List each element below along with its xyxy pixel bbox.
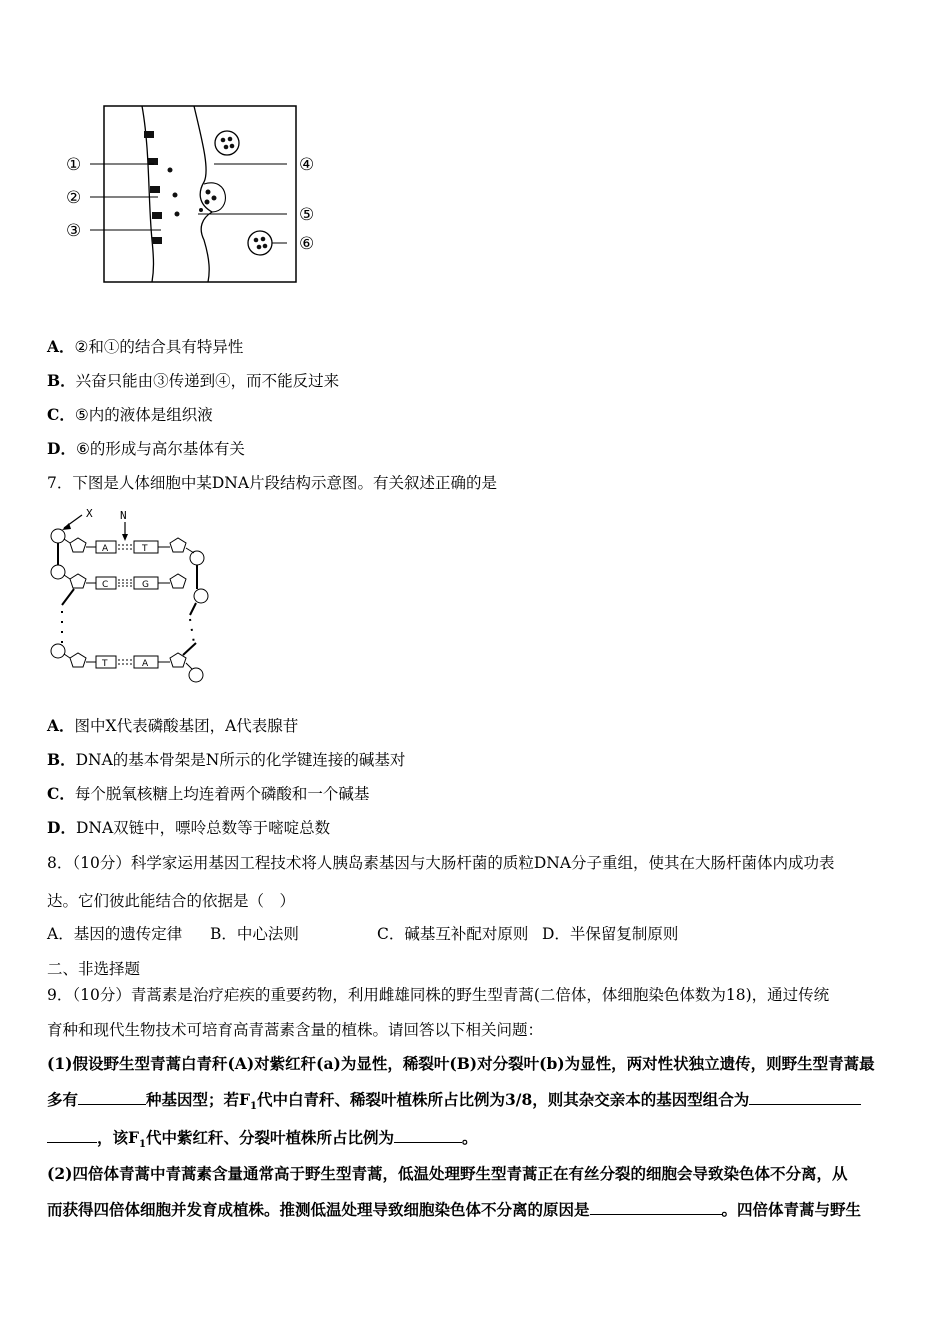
base-t-1: T	[142, 544, 148, 554]
q6-option-d: D．⑥的形成与高尔基体有关	[47, 439, 245, 458]
q7-stem: 7．下图是人体细胞中某DNA片段结构示意图。有关叙述正确的是	[47, 474, 498, 492]
q8-stem-line1: 8．（10分）科学家运用基因工程技术将人胰岛素基因与大肠杆菌的质粒DNA分子重组，使其在大肠杆菌体内成功表	[47, 854, 835, 872]
dna-label-x: X	[86, 507, 93, 520]
q6-option-c: C．⑤内的液体是组织液	[47, 405, 213, 424]
q9-line5: ，该$F_1$代中紫红秆、分裂叶植株所占比例为 。	[47, 1126, 478, 1150]
q7-option-a: A．图中X代表磷酸基团，A代表腺苷	[47, 716, 299, 735]
label-2: ②	[66, 188, 82, 208]
q8-option-a: A．基因的遗传定律	[47, 925, 183, 943]
answer-blank-4[interactable]	[590, 1214, 722, 1215]
label-4: ④	[299, 155, 315, 175]
q7-option-d: D．DNA双链中，嘌呤总数等于嘧啶总数	[47, 818, 331, 837]
answer-blank-2-cont[interactable]	[47, 1142, 97, 1143]
q8-option-b: B．中心法则	[210, 925, 299, 943]
q8-options	[47, 922, 679, 944]
label-6: ⑥	[299, 234, 315, 254]
q9-line6: (2)四倍体青蒿中青蒿素含量通常高于野生型青蒿，低温处理野生型青蒿正在有丝分裂的细胞会导致染色体不分离，从	[47, 1164, 848, 1183]
q6-option-a: A．②和①的结合具有特异性	[47, 337, 244, 356]
base-c-2: C	[102, 580, 109, 590]
q8-stem-line2: 达。它们彼此能结合的依据是（ ）	[47, 892, 296, 910]
q7-option-c: C．每个脱氧核糖上均连着两个磷酸和一个碱基	[47, 784, 370, 803]
label-1: ①	[66, 155, 82, 175]
dna-label-n: N	[120, 509, 127, 522]
answer-blank-1[interactable]	[78, 1104, 146, 1105]
base-a-1: A	[102, 544, 109, 554]
base-t-3: T	[102, 659, 108, 669]
answer-blank-2[interactable]	[749, 1104, 861, 1105]
q9-line1: 9．（10分）青蒿素是治疗疟疾的重要药物，利用雌雄同株的野生型青蒿(二倍体，体细胞染色体数为18)，通过传统	[47, 986, 830, 1004]
q8-option-c: C．碱基互补配对原则	[377, 925, 529, 943]
q7-option-b: B．DNA的基本骨架是N所示的化学键连接的碱基对	[47, 750, 406, 769]
dna-figure	[44, 503, 214, 688]
section-heading: 二、非选择题	[47, 960, 141, 978]
q6-option-b: B．兴奋只能由③传递到④，而不能反过来	[47, 371, 340, 390]
q9-line7: 而获得四倍体细胞并发育成植株。推测低温处理导致细胞染色体不分离的原因是 。四倍体青蒿与野生	[47, 1200, 862, 1219]
base-a-3: A	[142, 659, 149, 669]
label-5: ⑤	[299, 205, 315, 225]
synapse-figure	[62, 100, 332, 290]
label-3: ③	[66, 221, 82, 241]
q8-option-d: D．半保留复制原则	[542, 925, 679, 943]
q9-line3: (1)假设野生型青蒿白青秆(A)对紫红秆(a)为显性，稀裂叶(B)对分裂叶(b)为显性，两对性状独立遗传，则野生型青蒿最	[47, 1054, 875, 1073]
q9-line4: 多有 种基因型；若$F_1$代中白青秆、稀裂叶植株所占比例为3/8，则其杂交亲本的基因型组合为	[47, 1088, 861, 1112]
q9-line2: 育种和现代生物技术可培育高青蒿素含量的植株。请回答以下相关问题：	[47, 1021, 544, 1039]
answer-blank-3[interactable]	[394, 1142, 462, 1143]
base-g-2: G	[142, 580, 149, 590]
